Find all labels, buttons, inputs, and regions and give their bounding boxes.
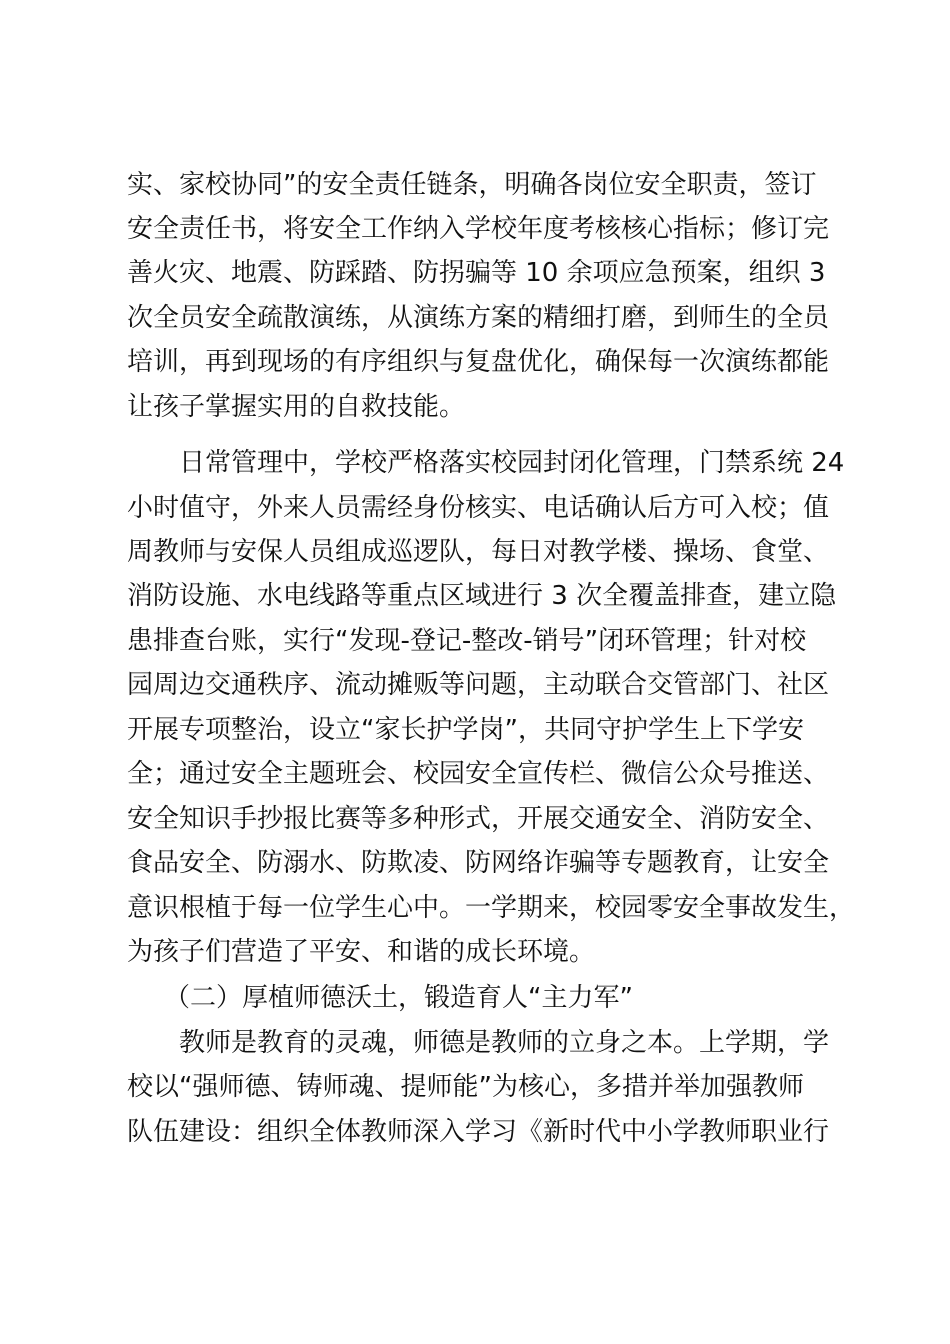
text-line: 让孩子掌握实用的自救技能。 (127, 392, 466, 422)
text-line: 消防设施、水电线路等重点区域进行 3 次全覆盖排查，建立隐 (127, 581, 837, 611)
text-line: 实、家校协同”的安全责任链条，明确各岗位安全职责，签订 (127, 170, 817, 200)
text-line: 小时值守，外来人员需经身份核实、电话确认后方可入校；值 (127, 493, 830, 523)
text-line: 培训，再到现场的有序组织与复盘优化，确保每一次演练都能 (127, 347, 830, 377)
text-line: 患排查台账，实行“发现-登记-整改-销号”闭环管理；针对校 (127, 626, 807, 656)
text-line: 善火灾、地震、防踩踏、防拐骗等 10 余项应急预案，组织 3 (127, 258, 826, 288)
text-line: 队伍建设：组织全体教师深入学习《新时代中小学教师职业行 (127, 1117, 830, 1147)
text-line: 教师是教育的灵魂，师德是教师的立身之本。上学期，学 (179, 1028, 830, 1058)
text-line: 意识根植于每一位学生心中。一学期来，校园零安全事故发生， (127, 893, 856, 923)
text-line: 次全员安全疏散演练，从演练方案的精细打磨，到师生的全员 (127, 303, 830, 333)
text-line: 安全知识手抄报比赛等多种形式，开展交通安全、消防安全、 (127, 804, 830, 834)
text-line: 安全责任书，将安全工作纳入学校年度考核核心指标；修订完 (127, 214, 830, 244)
text-line: 食品安全、防溺水、防欺凌、防网络诈骗等专题教育，让安全 (127, 848, 830, 878)
text-line: 为孩子们营造了平安、和谐的成长环境。 (127, 937, 596, 967)
text-line: 日常管理中，学校严格落实校园封闭化管理，门禁系统 24 (179, 448, 845, 478)
text-line: 校以“强师德、铸师魂、提师能”为核心，多措并举加强教师 (127, 1072, 804, 1102)
text-line: 开展专项整治，设立“家长护学岗”，共同守护学生上下学安 (127, 715, 804, 745)
text-line: 园周边交通秩序、流动摊贩等问题，主动联合交管部门、社区 (127, 670, 830, 700)
text-line: 周教师与安保人员组成巡逻队，每日对教学楼、操场、食堂、 (127, 537, 830, 567)
section-heading: （二）厚植师德沃土，锻造育人“主力军” (164, 983, 633, 1013)
text-line: 全；通过安全主题班会、校园安全宣传栏、微信公众号推送、 (127, 759, 830, 789)
